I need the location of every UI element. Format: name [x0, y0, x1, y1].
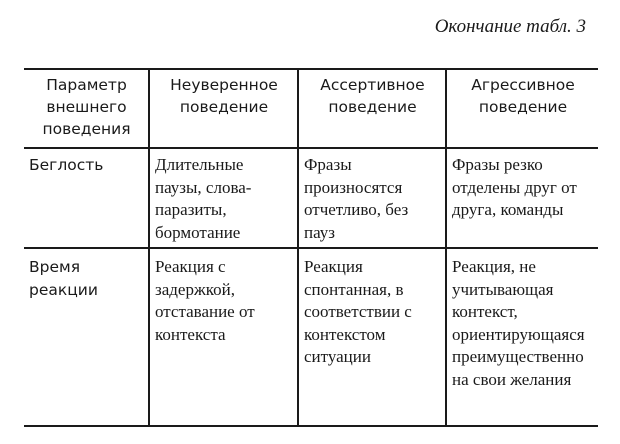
row-parameter: Беглость [29, 156, 104, 174]
table-caption: Окончание табл. 3 [434, 16, 586, 37]
header-aggressive: Агрессивное поведение [446, 69, 598, 148]
cell-unsure: Реакция с задержкой, отставание от контекста [149, 248, 298, 426]
behavior-table [24, 68, 598, 427]
cell-aggressive: Реакция, не учитывающая контекст, ориентирующаяся преимущественно на свои желания [446, 248, 598, 426]
header-parameter: Параметр внешнего поведения [42, 76, 131, 138]
table-row [24, 148, 598, 248]
cell-aggressive: Фразы резко отделены друг от друга, команды [446, 148, 598, 248]
table-row [24, 248, 598, 426]
row-parameter: Время реакции [29, 258, 98, 299]
header-assertive: Ассертивное поведение [298, 69, 446, 148]
table-header-row [24, 69, 598, 148]
cell-assertive: Реакция спонтанная, в соответствии с контекстом ситуации [298, 248, 446, 426]
header-unsure: Неуверенное поведение [149, 69, 298, 148]
cell-unsure: Длительные паузы, слова-паразиты, бормотание [149, 148, 298, 248]
cell-assertive: Фразы произносятся отчетливо, без пауз [298, 148, 446, 248]
